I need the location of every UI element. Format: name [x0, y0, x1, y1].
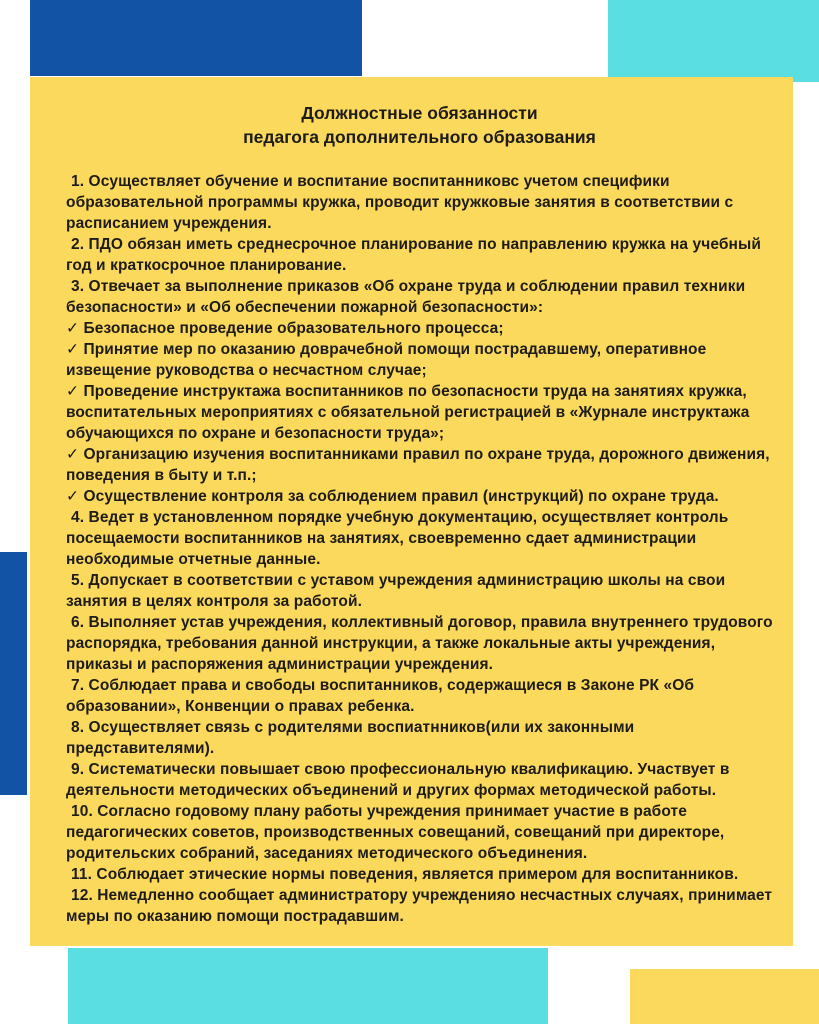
duty-item-7: 7. Соблюдает права и свободы воспитанников, содержащиеся в Законе РК «Об образовании», Конвенции о правах ребенка. — [66, 677, 695, 715]
duty-check-item-3: ✓ Проведение инструктажа воспитанников по безопасности труда на занятиях кружка, воспитательных мероприятиях с обязательной регистрацией в «Журнале инструктажа обучающихся по охране и безопасности труда»; — [66, 383, 750, 442]
duty-check-item-2: ✓ Принятие мер по оказанию доврачебной помощи пострадавшему, оперативное извещение руководства о несчастном случае; — [66, 341, 707, 379]
duty-check-item-4: ✓ Организацию изучения воспитанниками правил по охране труда, дорожного движения, поведения в быту и т.п.; — [66, 446, 770, 484]
duty-item-6: 6. Выполняет устав учреждения, коллективный договор, правила внутреннего трудового распорядка, требования данной инструкции, а также локальные акты учреждения, приказы и распоряжения администрации учреждения. — [66, 614, 773, 673]
title-line-2: педагога дополнительного образования — [243, 127, 596, 147]
deco-rect-yellow-bottom-right — [630, 969, 819, 1024]
deco-rect-cyan-bottom — [68, 948, 548, 1024]
duty-item-9: 9. Систематически повышает свою профессиональную квалификацию. Участвует в деятельности методических объединений и других формах методической работы. — [66, 761, 730, 799]
duty-item-12: 12. Немедленно сообщает администратору учрежденияо несчастных случаях, принимает меры по оказанию помощи пострадавшим. — [66, 887, 773, 925]
card-title — [66, 101, 773, 149]
duty-item-4: 4. Ведет в установленном порядке учебную документацию, осуществляет контроль посещаемости воспитанников на занятиях, своевременно сдает администрации необходимые отчетные данные. — [66, 509, 729, 568]
deco-rect-blue-top-left — [30, 0, 362, 76]
duty-check-item-5: ✓ Осуществление контроля за соблюдением правил (инструкций) по охране труда. — [66, 488, 719, 505]
duty-item-5: 5. Допускает в соответствии с уставом учреждения администрацию школы на свои занятия в целях контроля за работой. — [66, 572, 726, 610]
duty-item-3: 3. Отвечает за выполнение приказов «Об охране труда и соблюдении правил техники безопасности» и «Об обеспечении пожарной безопасности»: — [66, 278, 746, 316]
duty-item-10: 10. Согласно годовому плану работы учреждения принимает участие в работе педагогических советов, производственных совещаний, совещаний при директоре, родительских собраний, заседаниях методического объединения. — [66, 803, 725, 862]
duty-item-1: 1. Осуществляет обучение и воспитание воспитанниковс учетом специфики образовательной программы кружка, проводит кружковые занятия в соответствии с расписанием учреждения. — [66, 173, 734, 232]
deco-rect-blue-middle-left — [0, 552, 27, 795]
deco-rect-cyan-top-right — [608, 0, 819, 82]
title-line-1: Должностные обязанности — [301, 103, 538, 123]
duty-item-2: 2. ПДО обязан иметь среднесрочное планирование по направлению кружка на учебный год и краткосрочное планирование. — [66, 236, 761, 274]
duties-card — [30, 77, 793, 946]
duty-check-item-1: ✓ Безопасное проведение образовательного процесса; — [66, 320, 504, 337]
duty-item-11: 11. Соблюдает этические нормы поведения, является примером для воспитанников. — [71, 866, 739, 883]
duty-item-8: 8. Осуществляет связь с родителями воспиатнников(или их законными представителями). — [66, 719, 635, 757]
duties-list — [66, 171, 773, 927]
